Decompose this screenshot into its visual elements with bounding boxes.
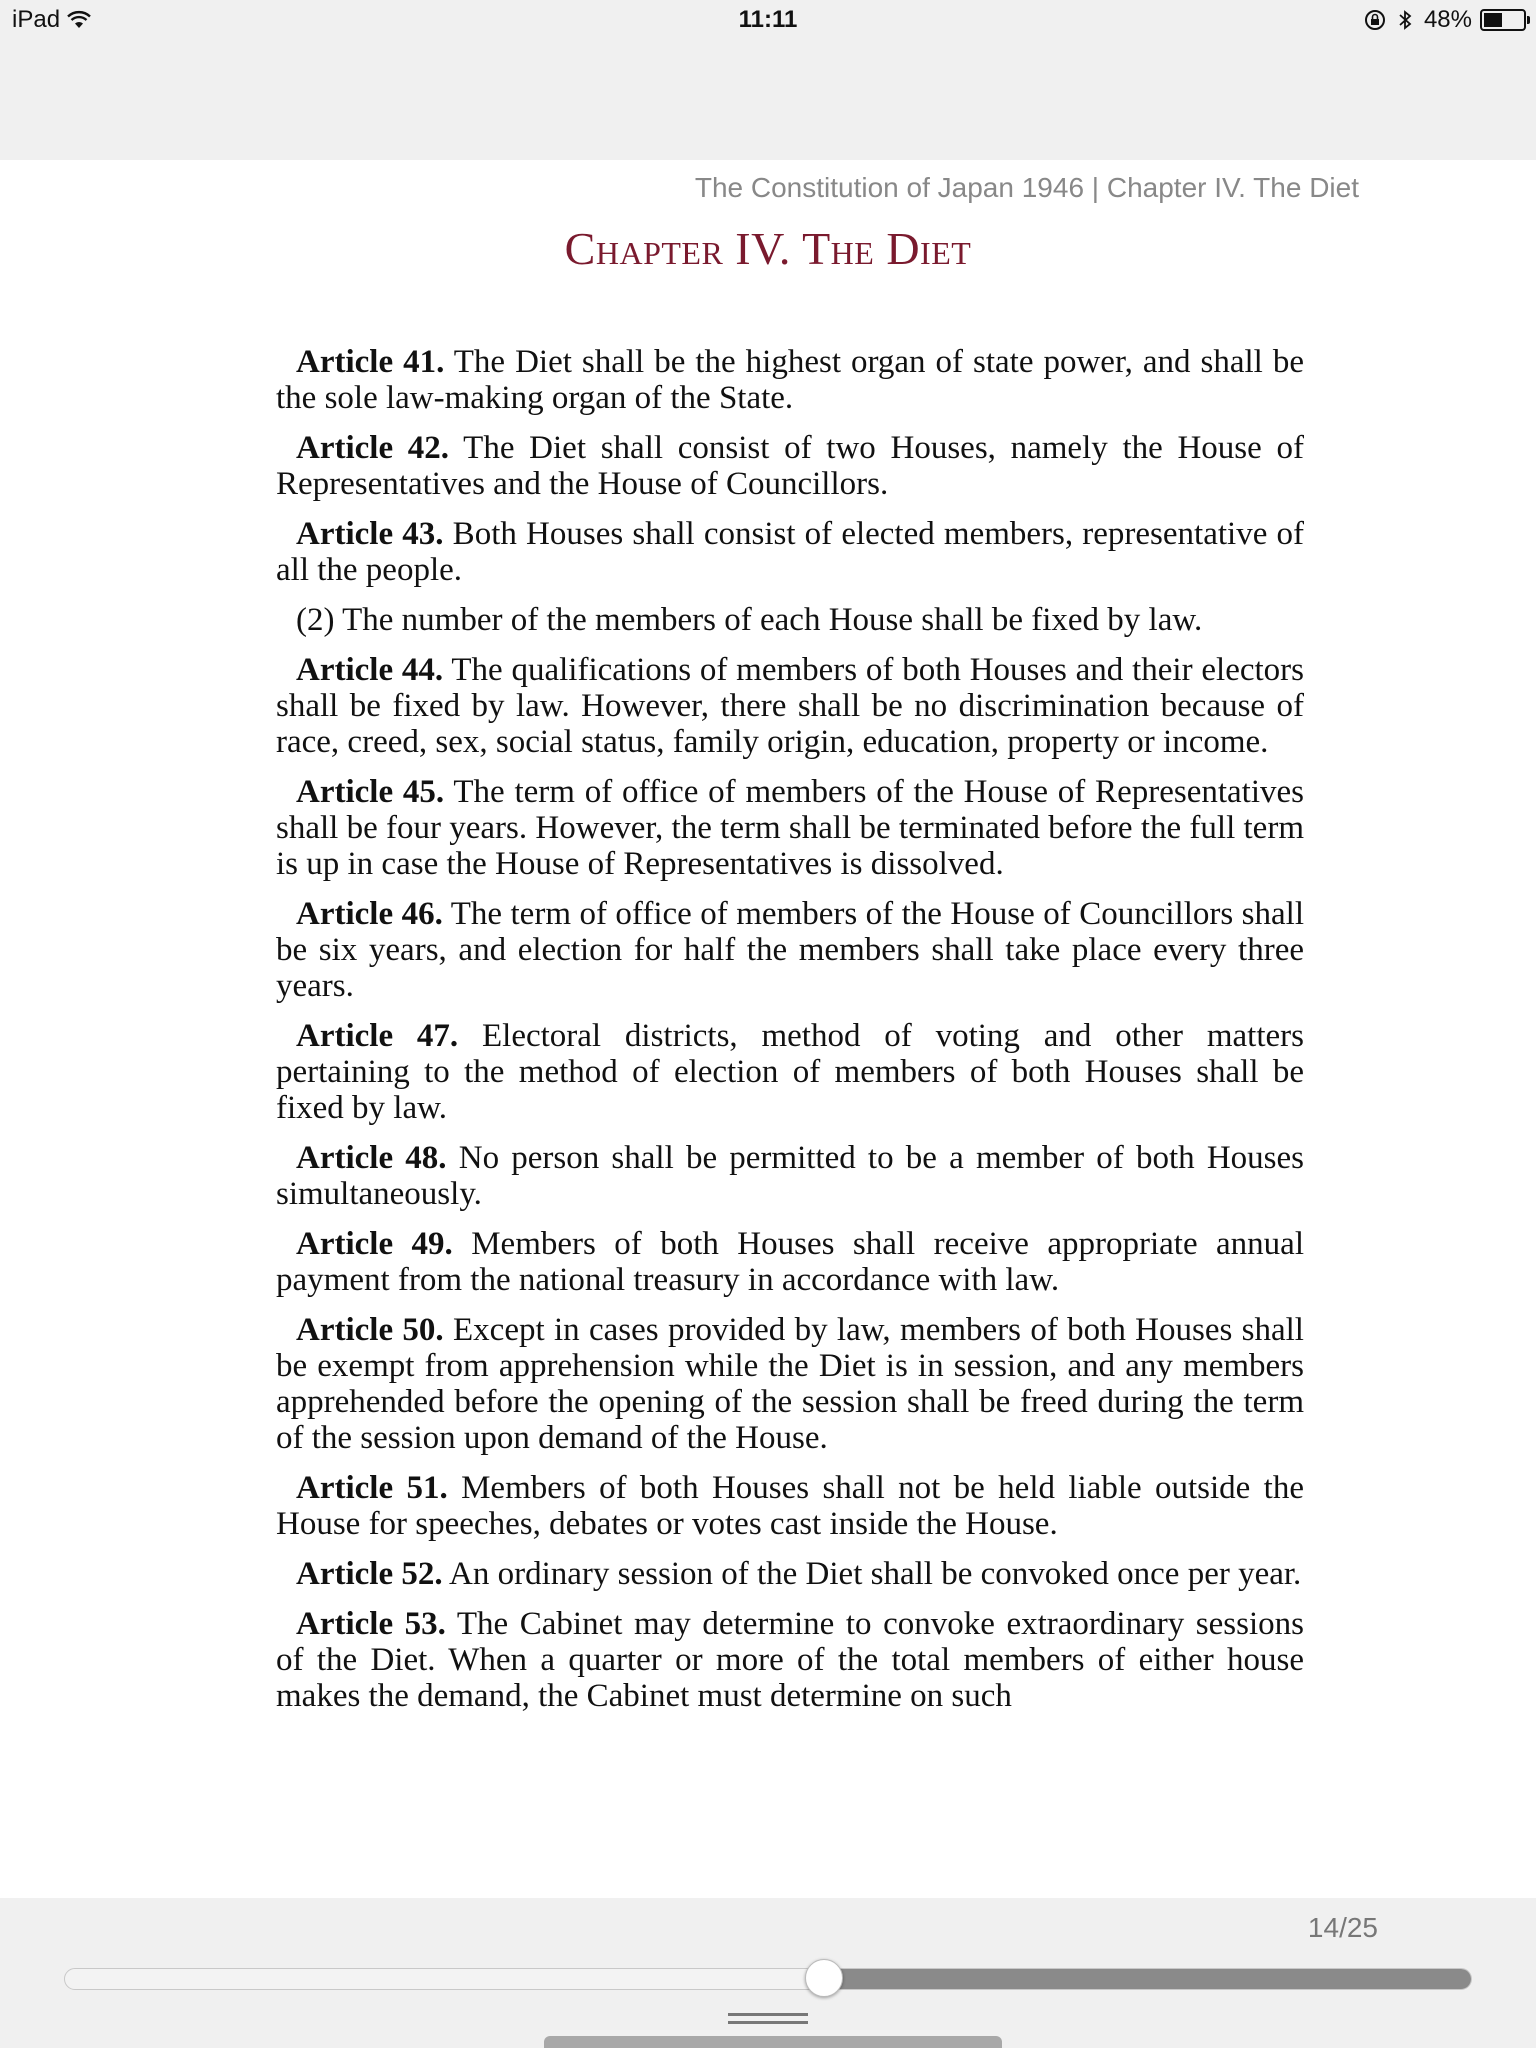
battery-percent: 48% (1423, 6, 1472, 33)
article-text: An ordinary session of the Diet shall be convoked once per year. (442, 1556, 1302, 1592)
page-body (276, 344, 1304, 1728)
article-label: Article 52. (296, 1556, 443, 1592)
article-label: Article 53. (296, 1606, 446, 1642)
status-right (1364, 6, 1526, 34)
article-label: Article 49. (296, 1226, 453, 1262)
article-paragraph (276, 1226, 1304, 1298)
article-paragraph (276, 1312, 1304, 1456)
article-text: Members of both Houses shall receive appropriate annual payment from the national treasury in accordance with law. (276, 1226, 1304, 1298)
article-paragraph (276, 1470, 1304, 1542)
article-paragraph (276, 344, 1304, 416)
article-label: Article 51. (296, 1470, 448, 1506)
article-label: Article 48. (296, 1140, 447, 1176)
article-paragraph (276, 1556, 1304, 1592)
article-label: Article 46. (296, 896, 443, 932)
grip-line (728, 2013, 808, 2016)
article-text: Both Houses shall consist of elected members, representative of all the people. (276, 516, 1304, 588)
battery-icon (1480, 9, 1526, 31)
article-paragraph (276, 1140, 1304, 1212)
article-paragraph (276, 1606, 1304, 1714)
article-paragraph (276, 652, 1304, 760)
running-header: The Constitution of Japan 1946 | Chapter IV. The Diet (694, 172, 1359, 203)
article-paragraph (276, 602, 1304, 638)
article-label: Article 47. (296, 1018, 459, 1054)
article-label: Article 44. (296, 652, 444, 688)
article-text: The term of office of members of the House of Councillors shall be six years, and election for half the members shall take place every three years. (276, 896, 1305, 1004)
article-text: The qualifications of members of both Houses and their electors shall be fixed by law. However, there shall be no discrimination because of race, creed, sex, social status, family origin, education, property or income. (276, 652, 1304, 760)
article-text: No person shall be permitted to be a member of both Houses simultaneously. (276, 1140, 1304, 1212)
top-bar (0, 0, 1536, 160)
grip-line (728, 2021, 808, 2024)
article-paragraph (276, 774, 1304, 882)
article-paragraph (276, 896, 1304, 1004)
article-label: Article 41. (296, 344, 445, 380)
article-paragraph (276, 430, 1304, 502)
scrubber-remaining (823, 1969, 1471, 1989)
article-text: Except in cases provided by law, members of both Houses shall be exempt from apprehension while the Diet is in session, and any members apprehended before the opening of the session shall be freed during the term of the session upon demand of the House. (276, 1312, 1304, 1456)
chapter-title: Chapter IV. The Diet (564, 223, 972, 274)
article-text: The Cabinet may determine to convoke extraordinary sessions of the Diet. When a quarter or more of the total members of either house makes the demand, the Cabinet must determine on such (276, 1606, 1304, 1714)
device-name: iPad (12, 6, 61, 33)
drawer-handle[interactable] (544, 2036, 1002, 2048)
status-time: 11:11 (738, 6, 798, 33)
article-text: Members of both Houses shall not be held liable outside the House for speeches, debates or votes cast inside the House. (276, 1470, 1304, 1542)
article-text: The term of office of members of the House of Representatives shall be four years. However, the term shall be terminated before the full term is up in case the House of Representatives is dissolved. (276, 774, 1304, 882)
rotation-lock-icon (1364, 9, 1386, 31)
page-counter: 14/25 (1307, 1912, 1378, 1943)
article-text: The Diet shall be the highest organ of state power, and shall be the sole law-making organ of the State. (276, 344, 1304, 416)
article-paragraph (276, 1018, 1304, 1126)
battery-level (1484, 13, 1502, 27)
article-paragraph (276, 516, 1304, 588)
article-label: Article 45. (296, 774, 445, 810)
article-text: (2) The number of the members of each House shall be fixed by law. (296, 602, 1203, 638)
bluetooth-icon (1394, 9, 1416, 31)
article-text: Electoral districts, method of voting and other matters pertaining to the method of election of members of both Houses shall be fixed by law. (276, 1018, 1304, 1126)
page-scrubber[interactable] (64, 1968, 1472, 1990)
article-label: Article 50. (296, 1312, 444, 1348)
article-label: Article 42. (296, 430, 450, 466)
article-text: The Diet shall consist of two Houses, namely the House of Representatives and the House of Councillors. (276, 430, 1304, 502)
article-label: Article 43. (296, 516, 444, 552)
